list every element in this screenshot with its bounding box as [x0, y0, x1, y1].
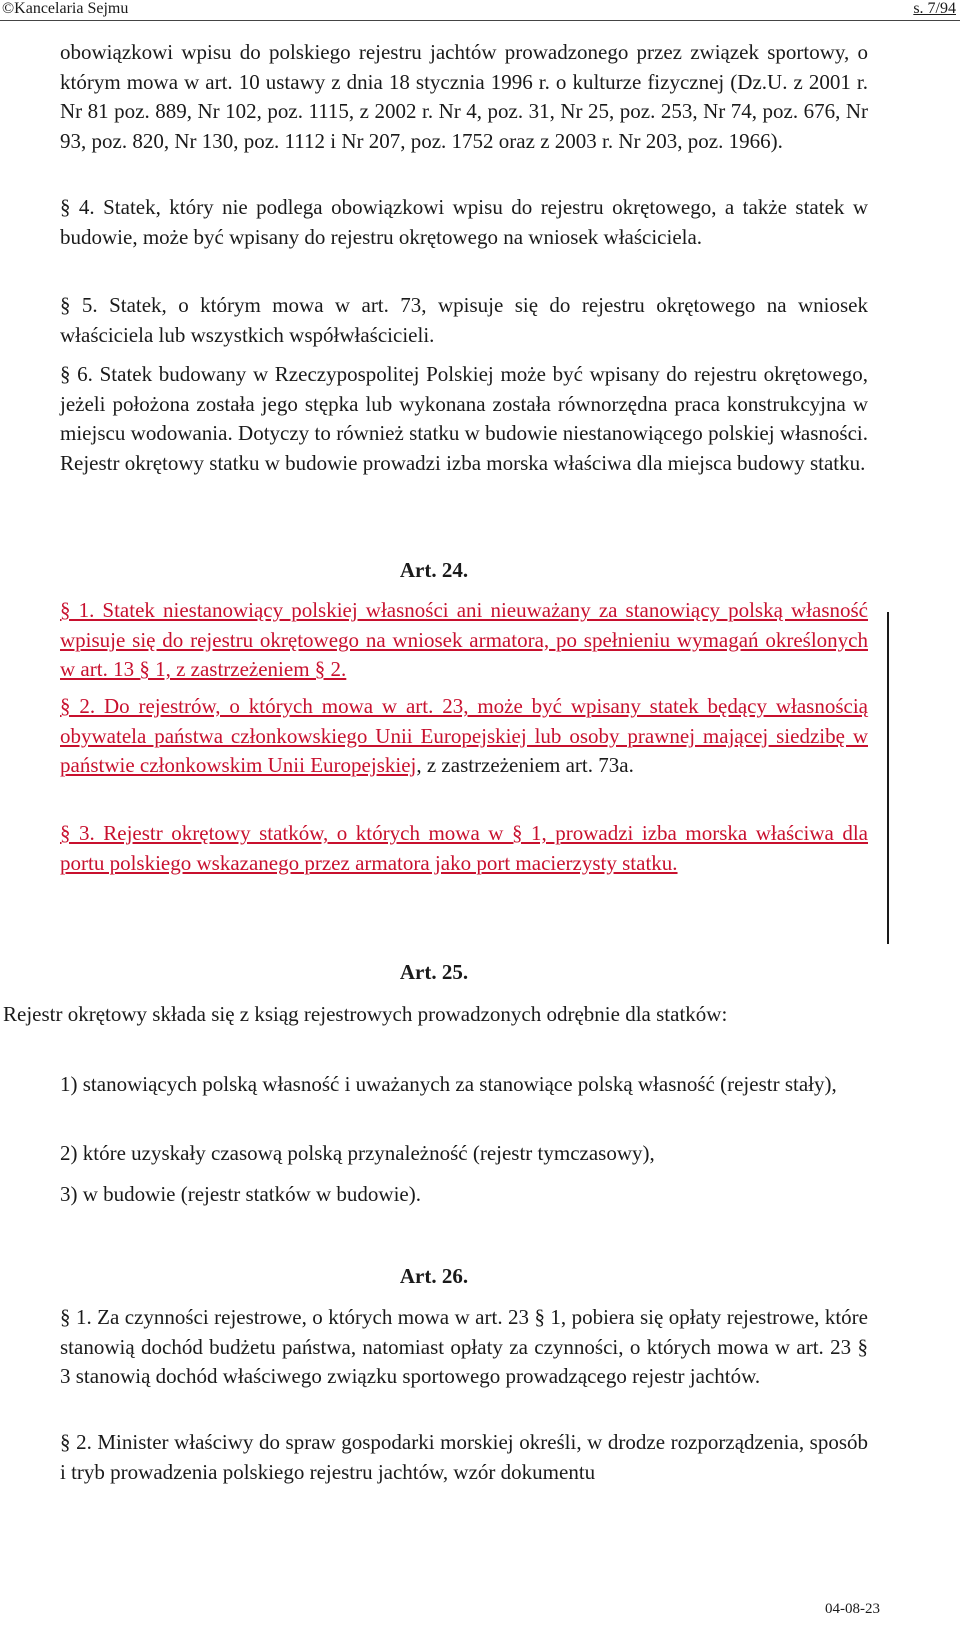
art23-par6: § 6. Statek budowany w Rzeczypospolitej Polskiej może być wpisany do rejestru okrętowego, jeżeli położona została jego stępka lub wykonana została równorzędna praca konstrukcyjna w miejscu wodowania. Dotyczy to również statku w budowie niestanowiącego polskiej własności. Rejestr okrętowy statku w budowie prowadzi izba morska właściwa dla miejsca budowy statku. — [60, 362, 868, 475]
page-header — [0, 0, 960, 20]
art24-par2 — [60, 692, 868, 781]
art24-heading: Art. 24. — [399, 558, 469, 582]
art23-par5: § 5. Statek, o którym mowa w art. 73, wpisuje się do rejestru okrętowego na wniosek właściciela lub wszystkich współwłaścicieli. — [60, 293, 868, 347]
art25-intro: Rejestr okrętowy składa się z ksiąg rejestrowych prowadzonych odrębnie dla statków: — [3, 1002, 728, 1026]
header-rule — [0, 20, 960, 21]
intro-paragraph: obowiązkowi wpisu do polskiego rejestru jachtów prowadzonego przez związek sportowy, o którym mowa w art. 10 ustawy z dnia 18 stycznia 1996 r. o kulturze fizycznej (Dz.U. z 2001 r. Nr 81 poz. 889, Nr 102, poz. 1115, z 2002 r. Nr 4, poz. 31, Nr 25, poz. 253, Nr 74, poz. 676, Nr 93, poz. 820, Nr 130, poz. 1112 i Nr 207, poz. 1752 oraz z 2003 r. Nr 203, poz. 1966). — [60, 40, 868, 153]
page-footer-date: 04-08-23 — [825, 1601, 880, 1617]
art25-heading: Art. 25. — [399, 960, 469, 984]
copyright-label: ©Kancelaria Sejmu — [2, 0, 129, 17]
art26-heading: Art. 26. — [399, 1264, 469, 1288]
art25-item-1: 1) stanowiących polską własność i uważanych za stanowiące polską własność (rejestr stały), — [60, 1072, 837, 1096]
art24-par3: § 3. Rejestr okrętowy statków, o których mowa w § 1, prowadzi izba morska właściwa dla portu polskiego wskazanego przez armatora jako port macierzysty statku. — [60, 821, 868, 875]
art24-par1: § 1. Statek niestanowiący polskiej własności ani nieuważany za stanowiący polską własność wpisuje się do rejestru okrętowego na wniosek armatora, po spełnieniu wymagań określonych w art. 13 § 1, z zastrzeżeniem § 2. — [60, 598, 868, 681]
art24-par2-tail: , z zastrzeżeniem art. 73a. — [416, 753, 634, 777]
art26-par1: § 1. Za czynności rejestrowe, o których mowa w art. 23 § 1, pobiera się opłaty rejestrowe, które stanowią dochód budżetu państwa, natomiast opłaty za czynności, o których mowa w art. 23 § 3 stanowią dochód właściwego związku sportowego prowadzącego rejestr jachtów. — [60, 1305, 868, 1388]
art26-par2: § 2. Minister właściwy do spraw gospodarki morskiej określi, w drodze rozporządzenia, sposób i tryb prowadzenia polskiego rejestru jachtów, wzór dokumentu — [60, 1430, 868, 1484]
page-number: s. 7/94 — [913, 0, 956, 17]
amendment-marker-bar — [887, 612, 889, 944]
art25-item-3: 3) w budowie (rejestr statków w budowie). — [60, 1182, 421, 1206]
art24-par2-amended: § 2. Do rejestrów, o których mowa w art. 23, może być wpisany statek będący własnością obywatela państwa członkowskiego Unii Europejskiej lub osoby prawnej mającej siedzibę w państwie członkowskim Unii Europejskiej — [60, 694, 868, 777]
art25-item-2: 2) które uzyskały czasową polską przynależność (rejestr tymczasowy), — [60, 1141, 655, 1165]
art23-par4: § 4. Statek, który nie podlega obowiązkowi wpisu do rejestru okrętowego, a także statek w budowie, może być wpisany do rejestru okrętowego na wniosek właściciela. — [60, 195, 868, 249]
